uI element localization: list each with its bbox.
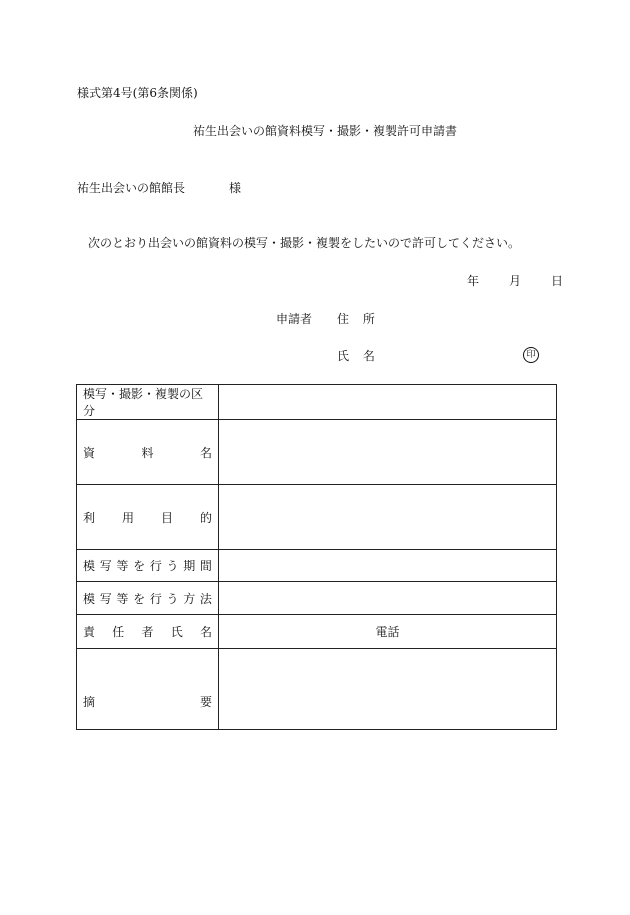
document-title: 祐生出会いの館資料模写・撮影・複製許可申請書 <box>192 124 457 138</box>
application-form-table <box>76 384 557 730</box>
row-value-purpose[interactable] <box>219 485 557 550</box>
label-text <box>83 509 212 526</box>
form-number: 様式第4号(第6条関係) <box>77 86 198 100</box>
row-value-responsible-person[interactable] <box>219 615 557 649</box>
addressee-name: 祐生出会いの館館長 <box>77 181 186 195</box>
addressee-honorific: 様 <box>229 181 242 195</box>
date-day: 日 <box>551 274 564 288</box>
label-text <box>83 557 212 574</box>
addressee <box>77 181 241 195</box>
label-char: を <box>133 559 146 573</box>
date-month: 月 <box>509 274 522 288</box>
row-value-material-name[interactable] <box>219 420 557 485</box>
label-char: 等 <box>116 559 129 573</box>
date-line <box>467 274 563 288</box>
applicant-address-label: 住 所 <box>337 312 375 326</box>
row-label-category <box>77 385 219 420</box>
label-char: を <box>133 591 146 606</box>
label-char: 氏 <box>170 625 183 639</box>
phone-label: 電話 <box>375 625 400 639</box>
label-char: 写 <box>99 591 112 606</box>
table-row <box>77 385 557 420</box>
label-char: 方 <box>183 591 196 606</box>
table-row <box>77 582 557 615</box>
table-row <box>77 420 557 485</box>
label-char: 期 <box>183 559 196 573</box>
label-char: 目 <box>160 510 173 525</box>
label-char: 名 <box>199 445 212 460</box>
label-char: 者 <box>141 625 154 639</box>
label-char: 任 <box>112 625 125 639</box>
label-text <box>83 590 212 607</box>
label-char: 法 <box>199 591 212 606</box>
request-statement: 次のとおり出会いの館資料の模写・撮影・複製をしたいので許可してください。 <box>88 236 521 250</box>
table-row <box>77 485 557 550</box>
label-text <box>83 444 212 461</box>
applicant-label: 申請者 <box>276 312 313 326</box>
label-char: 間 <box>199 559 212 573</box>
label-char: 料 <box>141 445 154 460</box>
label-char: 責 <box>83 625 96 639</box>
label-char: 摘 <box>83 694 96 709</box>
table-row <box>77 649 557 730</box>
label-char: 行 <box>149 591 162 606</box>
table-row <box>77 615 557 649</box>
label-char: 的 <box>199 510 212 525</box>
label-char: 要 <box>199 694 212 709</box>
label-text: 模写・撮影・複製の区分 <box>83 387 204 418</box>
seal-mark: 印 <box>523 347 539 363</box>
row-value-remarks[interactable] <box>219 649 557 730</box>
label-char: 名 <box>199 625 212 639</box>
label-char: う <box>166 559 179 573</box>
label-char: 模 <box>83 591 96 606</box>
row-label-responsible-person <box>77 615 219 649</box>
row-label-method <box>77 582 219 615</box>
label-char: 模 <box>83 559 96 573</box>
row-value-period[interactable] <box>219 550 557 582</box>
table-row <box>77 550 557 582</box>
applicant-name-label: 氏 名 <box>337 349 375 363</box>
row-value-category[interactable] <box>219 385 557 420</box>
row-value-method[interactable] <box>219 582 557 615</box>
row-label-material-name <box>77 420 219 485</box>
label-char: 利 <box>83 510 96 525</box>
row-label-remarks <box>77 649 219 730</box>
label-char: う <box>166 591 179 606</box>
label-text <box>83 693 212 710</box>
label-char: 行 <box>149 559 162 573</box>
label-char: 用 <box>121 510 134 525</box>
label-char: 資 <box>83 445 96 460</box>
row-label-period <box>77 550 219 582</box>
date-year: 年 <box>467 274 480 288</box>
label-text <box>83 623 212 640</box>
label-char: 等 <box>116 591 129 606</box>
row-label-purpose <box>77 485 219 550</box>
label-char: 写 <box>99 559 112 573</box>
